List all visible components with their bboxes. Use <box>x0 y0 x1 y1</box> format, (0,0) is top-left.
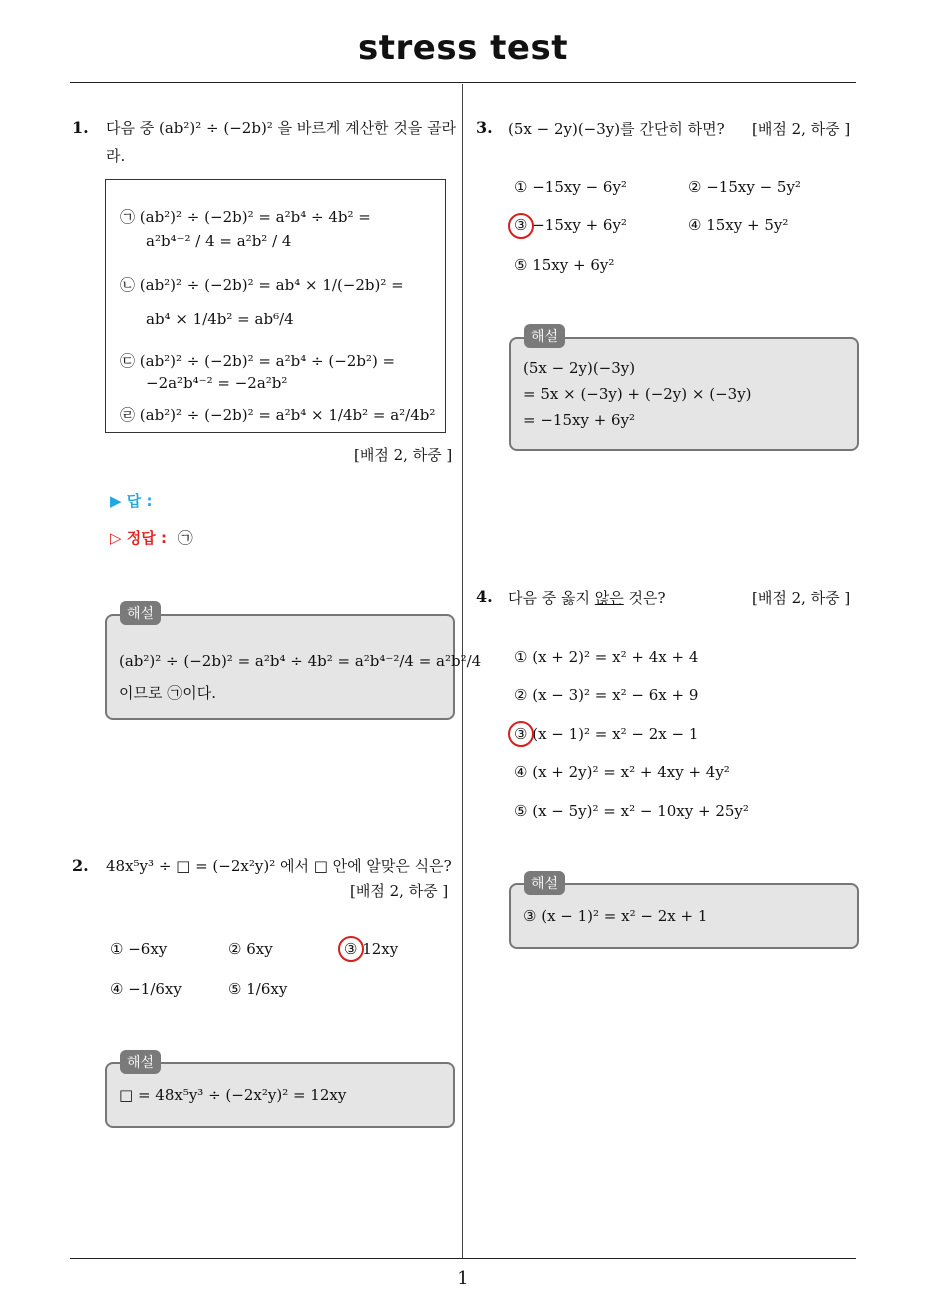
footer-rule <box>70 1258 856 1259</box>
q3-selected-mark <box>508 213 534 239</box>
q4-choice-3[interactable]: ③ (x − 1)² = x² − 2x − 1 <box>514 725 699 743</box>
q3-choice-1[interactable]: ① −15xy − 6y² <box>514 178 627 196</box>
page-number: 1 <box>457 1268 469 1289</box>
explanation-tag: 해설 <box>120 1050 161 1074</box>
question-4-score: [배점 2, 하중 ] <box>752 589 851 607</box>
explanation-3-line2: = 5x × (−3y) + (−2y) × (−3y) <box>523 385 752 403</box>
question-1-text-line1: 다음 중 (ab²)² ÷ (−2b)² 을 바르게 계산한 것을 골라 <box>106 119 457 137</box>
option-b-line1: ㉡ (ab²)² ÷ (−2b)² = ab⁴ × 1/(−2b)² = <box>120 276 404 294</box>
question-2-text: 48x⁵y³ ÷ □ = (−2x²y)² 에서 □ 안에 알맞은 식은? <box>106 857 452 875</box>
q2-selected-mark <box>338 936 364 962</box>
option-a-line2: a²b⁴⁻² / 4 = a²b² / 4 <box>146 232 292 250</box>
explanation-tag: 해설 <box>524 324 565 348</box>
q4-selected-mark <box>508 721 534 747</box>
question-1-score: [배점 2, 하중 ] <box>354 446 453 464</box>
question-4-text-pre: 다음 중 옳지 <box>508 589 595 607</box>
q2-choice-1[interactable]: ① −6xy <box>110 940 168 958</box>
question-2-score: [배점 2, 하중 ] <box>350 882 449 900</box>
option-c-line1: ㉢ (ab²)² ÷ (−2b)² = a²b⁴ ÷ (−2b²) = <box>120 352 396 370</box>
correct-answer <box>110 527 193 548</box>
explanation-1-line2: 이므로 ㉠이다. <box>119 684 216 702</box>
option-d-line1: ㉣ (ab²)² ÷ (−2b)² = a²b⁴ × 1/4b² = a²/4b² <box>120 406 436 424</box>
option-b-line2: ab⁴ × 1/4b² = ab⁶/4 <box>146 310 294 328</box>
explanation-3-line3: = −15xy + 6y² <box>523 411 636 429</box>
explanation-tag: 해설 <box>524 871 565 895</box>
option-c-line2: −2a²b⁴⁻² = −2a²b² <box>146 374 288 392</box>
q2-choice-5[interactable]: ⑤ 1/6xy <box>228 980 288 998</box>
explanation-tag: 해설 <box>120 601 161 625</box>
q4-choice-1[interactable]: ① (x + 2)² = x² + 4x + 4 <box>514 648 699 666</box>
q4-choice-5[interactable]: ⑤ (x − 5y)² = x² − 10xy + 25y² <box>514 802 749 820</box>
explanation-1-line1: (ab²)² ÷ (−2b)² = a²b⁴ ÷ 4b² = a²b⁴⁻²/4 = a²b²/4 <box>119 652 482 670</box>
correct-label: ▷ 정답 : <box>110 529 167 547</box>
question-1-explanation <box>105 614 482 720</box>
question-1-text <box>106 114 456 170</box>
question-4-text-underlined: 않은 <box>594 589 624 607</box>
explanation-4-line1: ③ (x − 1)² = x² − 2x + 1 <box>523 907 708 925</box>
column-divider <box>462 84 463 1259</box>
q2-choice-2[interactable]: ② 6xy <box>228 940 273 958</box>
question-1-options-box <box>105 179 446 433</box>
q3-choice-5[interactable]: ⑤ 15xy + 6y² <box>514 256 615 274</box>
option-a-line1: ㉠ (ab²)² ÷ (−2b)² = a²b⁴ ÷ 4b² = <box>120 208 371 226</box>
q3-choice-4[interactable]: ④ 15xy + 5y² <box>688 216 789 234</box>
q3-choice-3[interactable]: ③ −15xy + 6y² <box>514 216 627 234</box>
explanation-2-line1: □ = 48x⁵y³ ÷ (−2x²y)² = 12xy <box>119 1086 347 1104</box>
question-4-text <box>508 587 666 608</box>
question-3-text: (5x − 2y)(−3y)를 간단히 하면? <box>508 120 725 138</box>
question-1-text-line2: 라. <box>106 147 126 165</box>
question-3-score: [배점 2, 하중 ] <box>752 120 851 138</box>
q3-choice-2[interactable]: ② −15xy − 5y² <box>688 178 801 196</box>
question-3-explanation <box>509 337 859 451</box>
correct-value: ㉠ <box>177 529 193 547</box>
question-3-number: 3. <box>476 118 493 137</box>
question-4-number: 4. <box>476 587 493 606</box>
page-title: stress test <box>358 28 568 68</box>
answer-label: ▶ 답 : <box>110 492 153 510</box>
question-2-number: 2. <box>72 856 89 875</box>
question-1-number: 1. <box>72 118 89 137</box>
q2-choice-4[interactable]: ④ −1/6xy <box>110 980 182 998</box>
q4-choice-2[interactable]: ② (x − 3)² = x² − 6x + 9 <box>514 686 699 704</box>
explanation-3-line1: (5x − 2y)(−3y) <box>523 359 636 377</box>
question-4-text-post: 것은? <box>623 589 666 607</box>
header-rule <box>70 82 856 83</box>
q4-choice-4[interactable]: ④ (x + 2y)² = x² + 4xy + 4y² <box>514 763 730 781</box>
q2-choice-3[interactable]: ③ 12xy <box>344 940 399 958</box>
